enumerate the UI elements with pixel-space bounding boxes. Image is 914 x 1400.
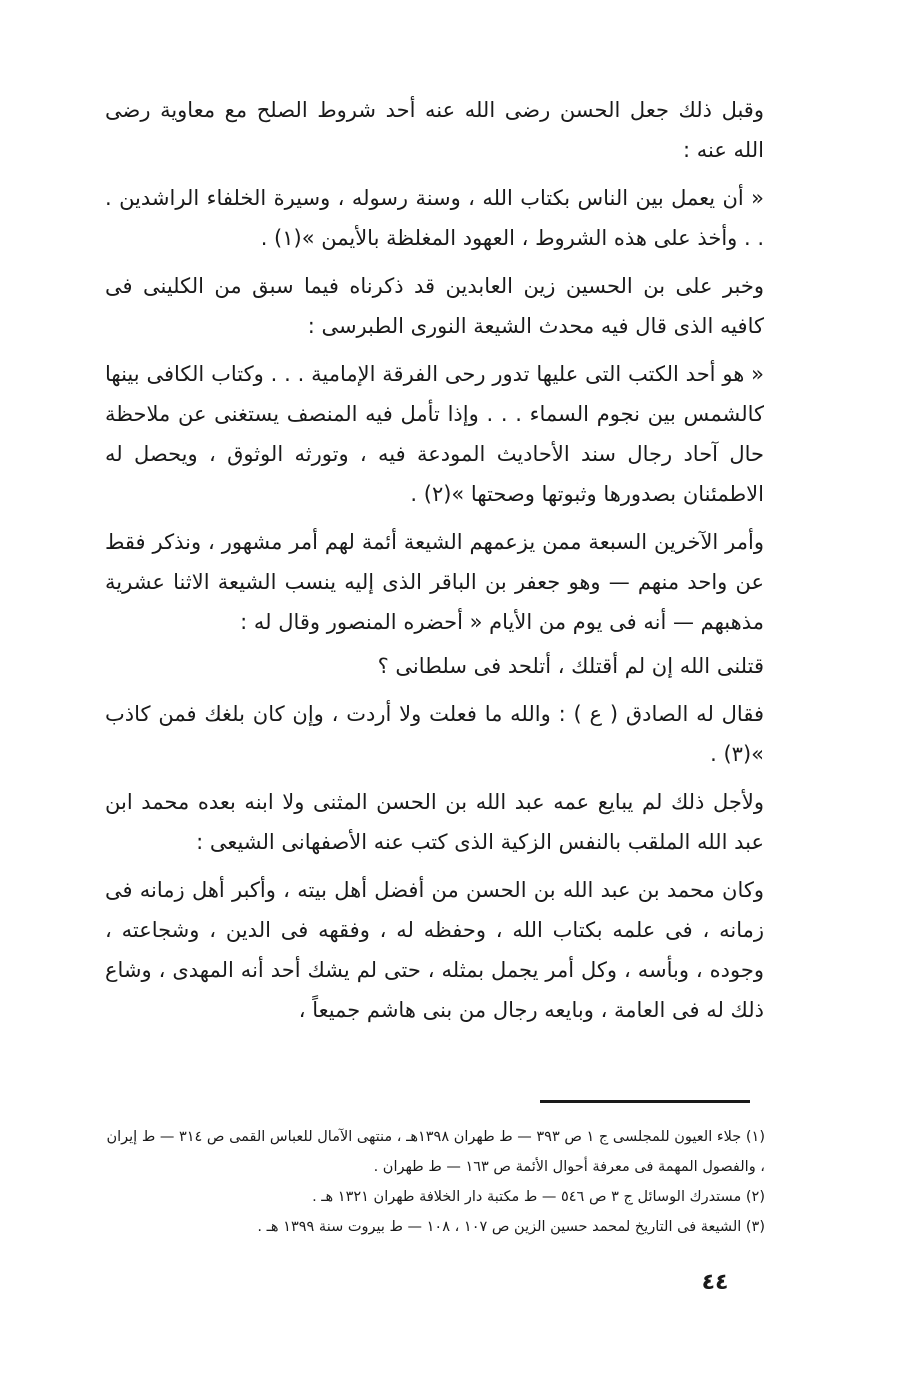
quote-sadiq-reply: فقال له الصادق ( ع ) : والله ما فعلت ولا أردت ، وإن كان بلغك فمن كاذب »(٣) . <box>105 702 764 766</box>
quote-mansur: قتلنى الله إن لم أقتلك ، أتلحد فى سلطانى ؟ <box>377 654 764 678</box>
footnotes <box>105 1122 765 1242</box>
paragraph-jafar: وأمر الآخرين السبعة ممن يزعمهم الشيعة أئمة لهم أمر مشهور ، ونذكر فقط عن واحد منهم — وهو جعفر بن الباقر الذى إليه ينسب الشيعة الاثنا عشرية مذهبهم — أنه فى يوم من الأيام « أحضره المنصور وقال له : <box>105 530 764 634</box>
quote-peace-terms: « أن يعمل بين الناس بكتاب الله ، وسنة رسوله ، وسيرة الخلفاء الراشدين . . . وأخذ على هذه الشروط ، العهود المغلظة بالأيمن »(١) . <box>105 186 764 250</box>
paragraph-kulayni: وخبر على بن الحسين زين العابدين قد ذكرناه فيما سبق من الكلينى فى كافيه الذى قال فيه محدث الشيعة النورى الطبرسى : <box>105 274 764 338</box>
quote-isfahani: وكان محمد بن عبد الله بن الحسن من أفضل أهل بيته ، وأكبر أهل زمانه فى زمانه ، فى علمه بكتاب الله ، وحفظه له ، وفقهه فى الدين ، وشجاعته ، وجوده ، وبأسه ، وكل أمر يجمل بمثله ، حتى لم يشك أحد أنه المهدى ، وشاع ذلك له فى العامة ، وبايعه رجال من بنى هاشم جميعاً ، <box>105 878 764 1022</box>
quote-kafi: « هو أحد الكتب التى عليها تدور رحى الفرقة الإمامية . . . وكتاب الكافى بينها كالشمس بين نجوم السماء . . . وإذا تأمل فيه المنصف يستغنى عن ملاحظة حال آحاد رجال سند الأحاديث المودعة فيه ، وتورثه الوثوق ، ويحصل له الاطمئنان بصدورها وثبوتها وصحتها »(٢) . <box>105 362 764 506</box>
paragraph-nafs-zakiyya: ولأجل ذلك لم يبايع عمه عبد الله بن الحسن المثنى ولا ابنه بعده محمد ابن عبد الله الملقب بالنفس الزكية الذى كتب عنه الأصفهانى الشيعى : <box>105 790 764 854</box>
footnote-1: (١) جلاء العيون للمجلسى ج ١ ص ٣٩٣ — ط طهران ١٣٩٨هـ ، منتهى الآمال للعباس القمى ص ٣١٤ — ط إيران ، والفصول المهمة فى معرفة أحوال الأئمة ص ١٦٣ — ط طهران . <box>106 1129 765 1175</box>
footnote-3: (٣) الشيعة فى التاريخ لمحمد حسين الزين ص ١٠٧ ، ١٠٨ — ط بيروت سنة ١٣٩٩ هـ . <box>257 1219 765 1235</box>
footnote-divider <box>540 1100 750 1103</box>
page-number: ٤٤ <box>701 1270 729 1295</box>
paragraph-intro: وقبل ذلك جعل الحسن رضى الله عنه أحد شروط الصلح مع معاوية رضى الله عنه : <box>105 98 764 162</box>
body-text <box>105 90 764 1030</box>
footnote-2: (٢) مستدرك الوسائل ج ٣ ص ٥٤٦ — ط مكتبة دار الخلافة طهران ١٣٢١ هـ . <box>312 1189 765 1205</box>
